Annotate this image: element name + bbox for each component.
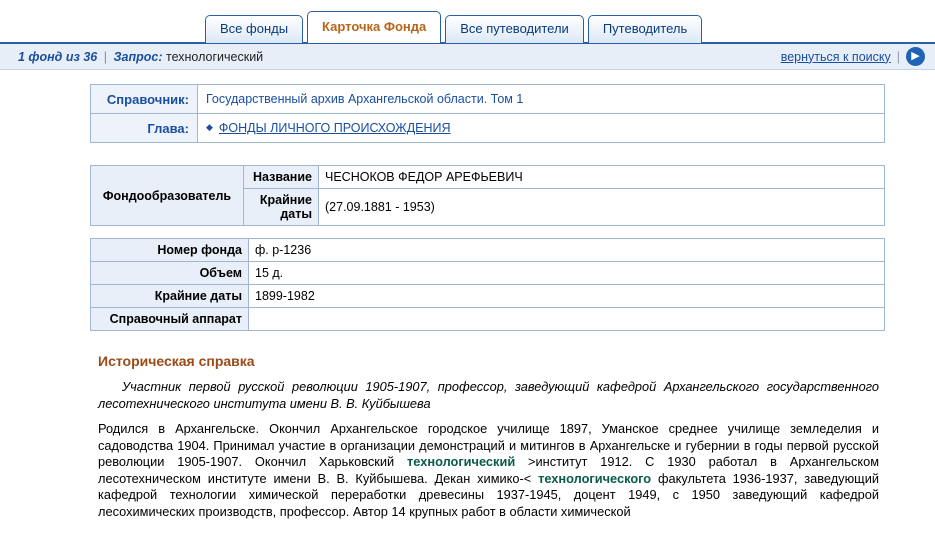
fund-card-content <box>0 70 935 520</box>
query-bar <box>0 44 935 70</box>
fund-info-table <box>90 238 885 331</box>
founder-table <box>90 165 885 226</box>
chapter-label: Глава: <box>91 114 198 143</box>
table-row <box>91 114 885 143</box>
volume-value: 15 д. <box>249 262 885 285</box>
body-part-2: >институт 1912. С 1930 работал в Архангельском лесотехническом институте имени В. В. Куйбышева. Декан химико-< <box>98 454 880 486</box>
query-value: технологический <box>165 49 264 64</box>
founder-dates-value: (27.09.1881 - 1953) <box>319 189 885 226</box>
tab-label: Все путеводители <box>460 21 569 36</box>
body-part-1: Родился в Архангельске. Окончил Архангельское городское училище 1897, Уманское среднее училище земледелия и садоводства 1904. Принимал участие в организации демонстраций и митингов в Архангельске и губернии в годы первой русской революции 1905-1907. Окончил Харьковский <box>98 421 879 469</box>
back-to-search-link[interactable]: вернуться к поиску <box>780 49 891 64</box>
historical-note-body <box>98 421 879 520</box>
tab-label: Карточка Фонда <box>322 19 427 34</box>
reference-apparatus-label: Справочный аппарат <box>91 308 249 331</box>
tab-label: Все фонды <box>220 21 289 36</box>
query-actions <box>781 47 925 66</box>
body-highlight-2: технологического <box>538 470 652 486</box>
table-row <box>91 85 885 114</box>
historical-note-title: Историческая справка <box>98 353 255 369</box>
chapter-link[interactable]: ФОНДЫ ЛИЧНОГО ПРОИСХОЖДЕНИЯ <box>218 121 451 135</box>
extreme-dates-value: 1899-1982 <box>249 285 885 308</box>
fund-number-label: Номер фонда <box>91 239 249 262</box>
tab-fund-card[interactable] <box>307 11 441 43</box>
tab-all-guides[interactable] <box>445 15 584 43</box>
table-row <box>91 308 885 331</box>
founder-name-value: ЧЕСНОКОВ ФЕДОР АРЕФЬЕВИЧ <box>319 166 885 189</box>
spacer <box>90 143 885 165</box>
volume-label: Объем <box>91 262 249 285</box>
tab-list <box>205 11 702 43</box>
historical-note-lead: Участник первой русской революции 1905-1907, профессор, заведующий кафедрой Архангельского государственного лесотехнического института имени В. В. Куйбышева <box>98 379 879 411</box>
query-separator: | <box>103 49 107 64</box>
tab-label: Путеводитель <box>602 21 688 36</box>
founder-name-label: Название <box>244 166 319 189</box>
query-label: Запрос: <box>113 49 163 64</box>
reference-value: Государственный архив Архангельской области. Том 1 <box>198 85 885 114</box>
founder-dates-label: Крайние даты <box>244 189 319 226</box>
fund-number-value: ф. р-1236 <box>249 239 885 262</box>
extreme-dates-label: Крайние даты <box>91 285 249 308</box>
body-highlight-1: технологический <box>407 454 516 469</box>
founder-side-label: Фондообразователь <box>91 166 244 226</box>
table-row <box>91 262 885 285</box>
reference-apparatus-value <box>249 308 885 331</box>
query-summary <box>18 50 263 64</box>
reference-header-table <box>90 84 885 143</box>
chapter-value-cell[interactable] <box>198 114 885 143</box>
diamond-bullet-icon: ◆ <box>206 122 213 132</box>
tab-all-funds[interactable] <box>205 15 303 43</box>
tab-guide[interactable] <box>588 15 702 43</box>
next-arrow-icon[interactable]: ▶ <box>906 47 925 66</box>
spacer <box>90 226 885 238</box>
table-row <box>91 285 885 308</box>
tab-bar <box>0 0 935 44</box>
body-part-3: факультета 1936-1937, заведующий кафедрой технологии химической переработки древесины 1937-1945, доцент 1949, с 1950 заведующий кафедрой лесохимических производств, профессор. Автор 14 крупных работ в области химической <box>98 470 879 519</box>
result-count: 1 фонд из 36 <box>18 49 98 64</box>
table-row <box>91 166 885 189</box>
table-row <box>91 239 885 262</box>
actions-separator: | <box>896 49 900 64</box>
reference-label: Справочник: <box>91 85 198 114</box>
